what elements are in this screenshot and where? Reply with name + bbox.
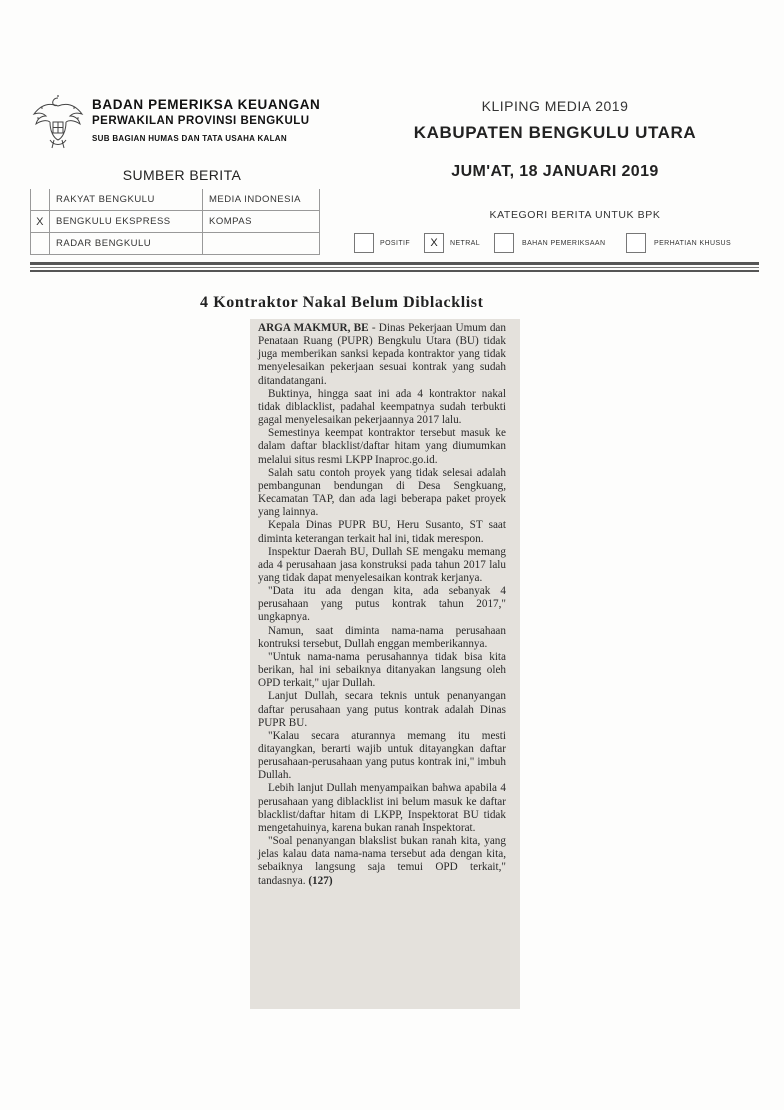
source-mark: X (31, 211, 50, 233)
article-paragraph: Salah satu contoh proyek yang tidak selesai adalah pembangunan bendungan di Desa Sengkuang, Kecamatan TAP, dan ada lagi beberapa paket proyek yang lainnya. (258, 466, 506, 519)
divider (30, 262, 759, 265)
article-paragraph: Kepala Dinas PUPR BU, Heru Susanto, ST saat diminta keterangan terkait hal ini, tidak merespon. (258, 519, 506, 545)
source-name: BENGKULU EKSPRESS (50, 211, 203, 233)
article-paragraph: "Untuk nama-nama perusahannya tidak bisa kita berikan, hal ini sebaiknya ditanyakan langsung oleh OPD terkait," ujar Dullah. (258, 650, 506, 690)
source-mark (31, 189, 50, 211)
region-title: KABUPATEN BENGKULU UTARA (413, 123, 697, 142)
article-dateline: ARGA MAKMUR, BE (258, 322, 369, 334)
article-paragraph: Namun, saat diminta nama-nama perusahaan kontruksi tersebut, Dullah enggan memberikannya. (258, 624, 506, 650)
article-headline: 4 Kontraktor Nakal Belum Diblacklist (200, 294, 484, 311)
article-paragraph: Lebih lanjut Dullah menyampaikan bahwa apabila 4 perusahaan yang diblacklist ini belum masuk ke daftar blacklist/daftar hitam di LKPP, Inspektorat BU tidak mengetahuinya, karena bukan ranah Inspektorat. (258, 782, 506, 834)
kliping-title: KLIPING MEDIA 2019 (481, 98, 629, 114)
divider (30, 270, 759, 272)
article-paragraph: Semestinya keempat kontraktor tersebut masuk ke dalam daftar blacklist/daftar hitam yang diumumkan melalui situs resmi LKPP Inaproc.go.id. (258, 427, 506, 466)
source-name: MEDIA INDONESIA (203, 189, 320, 211)
org-division: PERWAKILAN PROVINSI BENGKULU (92, 115, 310, 127)
source-name: RAKYAT BENGKULU (50, 189, 203, 211)
source-mark (31, 233, 50, 255)
org-name: BADAN PEMERIKSA KEUANGAN (92, 97, 321, 112)
article-signature: (127) (308, 874, 333, 887)
org-subdivision: SUB BAGIAN HUMAS DAN TATA USAHA KALAN (92, 134, 287, 143)
sumber-berita-title: SUMBER BERITA (122, 167, 242, 183)
article-paragraph: Buktinya, hingga saat ini ada 4 kontraktor nakal tidak diblacklist, padahal keempatnya sudah terbukti gagal menyelesaikan pekerjaannya 2017 lalu. (258, 387, 506, 427)
perhatian-khusus-checkbox[interactable] (626, 233, 646, 253)
netral-label: NETRAL (450, 240, 481, 247)
source-table (30, 189, 320, 255)
bahan-pemeriksaan-label: BAHAN PEMERIKSAAN (522, 240, 606, 247)
article-body (258, 322, 506, 888)
kategori-title: KATEGORI BERITA UNTUK BPK (489, 209, 661, 221)
article-paragraph: ARGA MAKMUR, BE - Dinas Pekerjaan Umum dan Penataan Ruang (PUPR) Bengkulu Utara (BU) tidak juga memberikan sanksi kepada kontraktor yang tidak menyelesaikan pekerjaan sesuai kontrak yang sudah ditandatangani. (258, 322, 506, 387)
source-row (31, 211, 320, 233)
article-paragraph: "Soal penanyangan blakslist bukan ranah kita, yang jelas kalau data nama-nama tersebut ada dengan kita, sebaiknya langsung saja temui OPD terkait," tandasnya. (127) (258, 835, 506, 887)
article-paragraph: "Kalau secara aturannya memang itu mesti ditayangkan, berarti wajib untuk ditayangkan daftar perusahaan-perusahaan yang putus kontrak ini," imbuh Dullah. (258, 729, 506, 782)
source-name (203, 233, 320, 255)
divider (30, 267, 759, 268)
source-row (31, 189, 320, 211)
positif-label: POSITIF (380, 240, 411, 247)
date-title: JUM'AT, 18 JANUARI 2019 (451, 163, 659, 180)
netral-checkbox[interactable]: X (424, 233, 444, 253)
positif-checkbox[interactable] (354, 233, 374, 253)
article-paragraph: Inspektur Daerah BU, Dullah SE mengaku memang ada 4 perusahaan jasa konstruksi pada tahun 2017 lalu yang tidak dapat menyelesaikan kontrak kerjanya. (258, 545, 506, 584)
article-paragraph: Lanjut Dullah, secara teknis untuk penanyangan daftar perusahaan yang putus kontrak adalah Dinas PUPR BU. (258, 690, 506, 729)
bahan-pemeriksaan-checkbox[interactable] (494, 233, 514, 253)
perhatian-khusus-label: PERHATIAN KHUSUS (654, 240, 732, 247)
garuda-emblem-icon (30, 92, 86, 154)
article-paragraph: "Data itu ada dengan kita, ada sebanyak 4 perusahaan yang putus kontrak tahun 2017," ungkapnya. (258, 585, 506, 624)
source-row (31, 233, 320, 255)
source-name: KOMPAS (203, 211, 320, 233)
source-name: RADAR BENGKULU (50, 233, 203, 255)
